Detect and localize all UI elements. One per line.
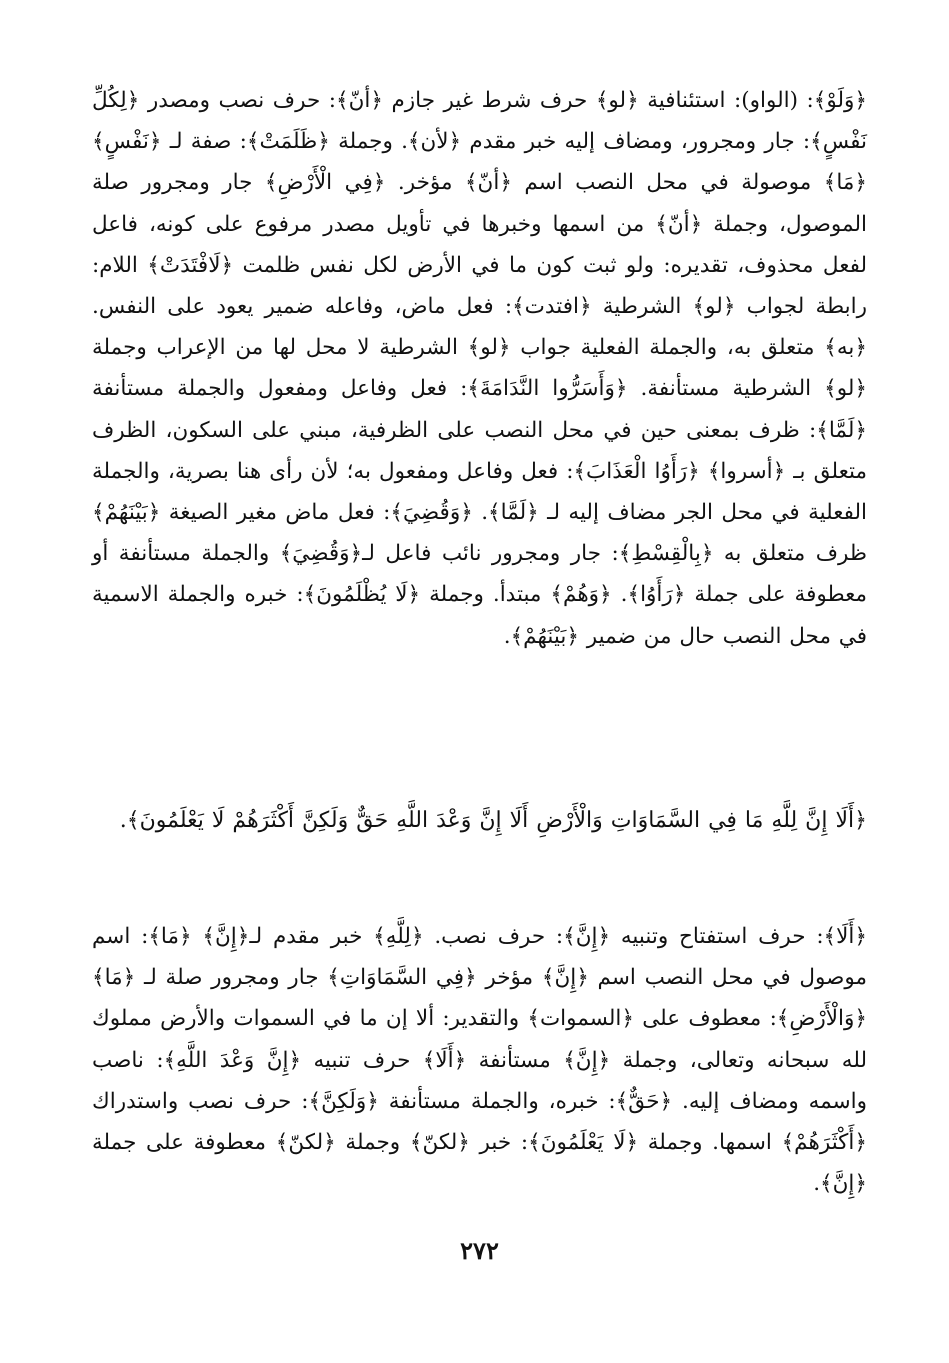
- grammar-paragraph-2: ﴿أَلَا﴾: حرف استفتاح وتنبيه ﴿إِنَّ﴾: حرف نصب. ﴿لِلَّهِ﴾ خبر مقدم لـ﴿إِنَّ﴾ ﴿مَا﴾: اسم موصول في محل النصب اسم ﴿إِنَّ﴾ مؤخر ﴿فِي السَّمَاوَاتِ﴾ جار ومجرور صلة لـ ﴿مَا﴾ ﴿وَالْأَرْضِ﴾: معطوف على ﴿السموات﴾ والتقدير: ألا إن ما في السموات والأرض مملوك لله سبحانه وتعالى، وجملة ﴿إِنَّ﴾ مستأنفة ﴿أَلَا﴾ حرف تنبيه ﴿إِنَّ وَعْدَ اللَّهِ﴾: ناصب واسمه ومضاف إليه. ﴿حَقٌّ﴾: خبره، والجملة مستأنفة ﴿وَلَكِنَّ﴾: حرف نصب واستدراك ﴿أَكْثَرَهُمْ﴾ اسمها. وجملة ﴿لَا يَعْلَمُونَ﴾: خبر ﴿لكنّ﴾ وجملة ﴿لكنّ﴾ معطوفة على جملة ﴿إِنَّ﴾.: [92, 924, 867, 1197]
- quran-verse: ﴿أَلَا إِنَّ لِلَّهِ مَا فِي السَّمَاوَاتِ وَالْأَرْضِ أَلَا إِنَّ وَعْدَ اللَّهِ حَقٌّ وَلَكِنَّ أَكْثَرَهُمْ لَا يَعْلَمُونَ﴾.: [119, 808, 867, 833]
- book-page: [92, 68, 867, 1328]
- page-number: ٢٧٢: [460, 1236, 499, 1265]
- grammar-paragraph-1: ﴿وَلَوْ﴾: (الواو): استئنافية ﴿لو﴾ حرف شرط غير جازم ﴿أنّ﴾: حرف نصب ومصدر ﴿لِكُلِّ نَفْسٍ﴾: جار ومجرور، ومضاف إليه خبر مقدم ﴿لأن﴾. وجملة ﴿ظَلَمَتْ﴾: صفة لـ ﴿نَفْسٍ﴾ ﴿مَا﴾ موصولة في محل النصب اسم ﴿أنّ﴾ مؤخر. ﴿فِي الْأَرْضِ﴾ جار ومجرور صلة الموصول، وجملة ﴿أنّ﴾ من اسمها وخبرها في تأويل مصدر مرفوع على كونه، فاعل لفعل محذوف، تقديره: ولو ثبت كون ما في الأرض لكل نفس ظلمت ﴿لَافْتَدَتْ﴾ اللام: رابطة لجواب ﴿لو﴾ الشرطية ﴿افتدت﴾: فعل ماض، وفاعله ضمير يعود على النفس. ﴿به﴾ متعلق به، والجملة الفعلية جواب ﴿لو﴾ الشرطية لا محل لها من الإعراب وجملة ﴿لو﴾ الشرطية مستأنفة. ﴿وَأَسَرُّوا النَّدَامَةَ﴾: فعل وفاعل ومفعول والجملة مستأنفة ﴿لَمَّا﴾: ظرف بمعنى حين في محل النصب على الظرفية، مبني على السكون، الظرف متعلق بـ ﴿أسروا﴾ ﴿رَأَوُا الْعَذَابَ﴾: فعل وفاعل ومفعول به؛ لأن رأى هنا بصرية، والجملة الفعلية في محل الجر مضاف إليه لـ ﴿لَمَّا﴾. ﴿وَقُضِيَ﴾: فعل ماض مغير الصيغة ﴿بَيْنَهُمْ﴾ ظرف متعلق به ﴿بِالْقِسْطِ﴾: جار ومجرور نائب فاعل لـ﴿وَقُضِيَ﴾ والجملة مستأنفة أو معطوفة على جملة ﴿رَأَوُا﴾. ﴿وَهُمْ﴾ مبتدأ. وجملة ﴿لَا يُظْلَمُونَ﴾: خبره والجملة الاسمية في محل النصب حال من ضمير ﴿بَيْنَهُمْ﴾.: [92, 88, 867, 649]
